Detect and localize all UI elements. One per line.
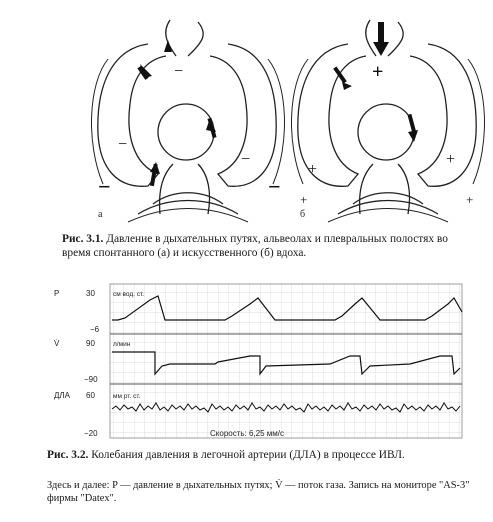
speed-label: Скорость: 6,25 мм/с — [210, 429, 285, 438]
trace-p-unit: см вод. ст. — [113, 291, 145, 298]
sign-minus-a4: − — [98, 174, 111, 199]
figure-1-text: Давление в дыхательных путях, альвеолах и плевральных полостях во время спонтанного (а) и искусственного (б) вдоха. — [62, 233, 448, 259]
trace-p-name: P — [54, 289, 60, 298]
trace-v-unit: л/мин — [113, 341, 131, 348]
trace-p-bottom: −6 — [90, 325, 100, 334]
sign-minus-a2: − — [118, 136, 128, 153]
figure-1-caption — [62, 232, 467, 260]
sign-plus-b4: + — [300, 192, 308, 207]
diagram-a — [92, 20, 285, 222]
diagram-b — [292, 20, 485, 222]
trace-v-top: 90 — [86, 339, 95, 348]
sign-plus-b3: + — [446, 151, 456, 168]
trace-pa-name: ДЛА — [54, 391, 71, 400]
trace-pa-unit: мм рт. ст. — [113, 393, 141, 400]
trace-grid — [110, 284, 462, 438]
sign-plus-b1: + — [372, 61, 384, 83]
figure-1-number: Рис. 3.1. — [62, 233, 104, 245]
sign-plus-b2: + — [308, 161, 318, 178]
figure-2-number: Рис. 3.2. — [47, 449, 89, 461]
trace-v-bottom: −90 — [84, 375, 98, 384]
trace-v-name: V̇ — [54, 339, 60, 348]
trace-pa-top: 60 — [86, 391, 95, 400]
monitor-traces — [50, 282, 470, 444]
figure-2-note: Здесь и далее: P — давление в дыхательных путях; V̇ — поток газа. Запись на мониторе "AS-3" фирмы "Datex". — [47, 480, 470, 504]
diagram-a-arrows — [137, 40, 216, 186]
sign-minus-a1: − — [174, 63, 184, 80]
sign-minus-a3: − — [241, 151, 251, 168]
lung-pressure-diagram — [78, 14, 474, 224]
figure-2-text: Колебания давления в легочной артерии (ДЛА) в процессе ИВЛ. — [91, 449, 405, 461]
sign-minus-a5: − — [268, 174, 281, 199]
label-a: а — [98, 209, 103, 220]
label-b: б — [300, 209, 306, 220]
figure-2-caption — [47, 448, 472, 462]
sign-plus-b5: + — [466, 192, 474, 207]
trace-p-top: 30 — [86, 289, 95, 298]
trace-pa-bottom: −20 — [84, 429, 98, 438]
